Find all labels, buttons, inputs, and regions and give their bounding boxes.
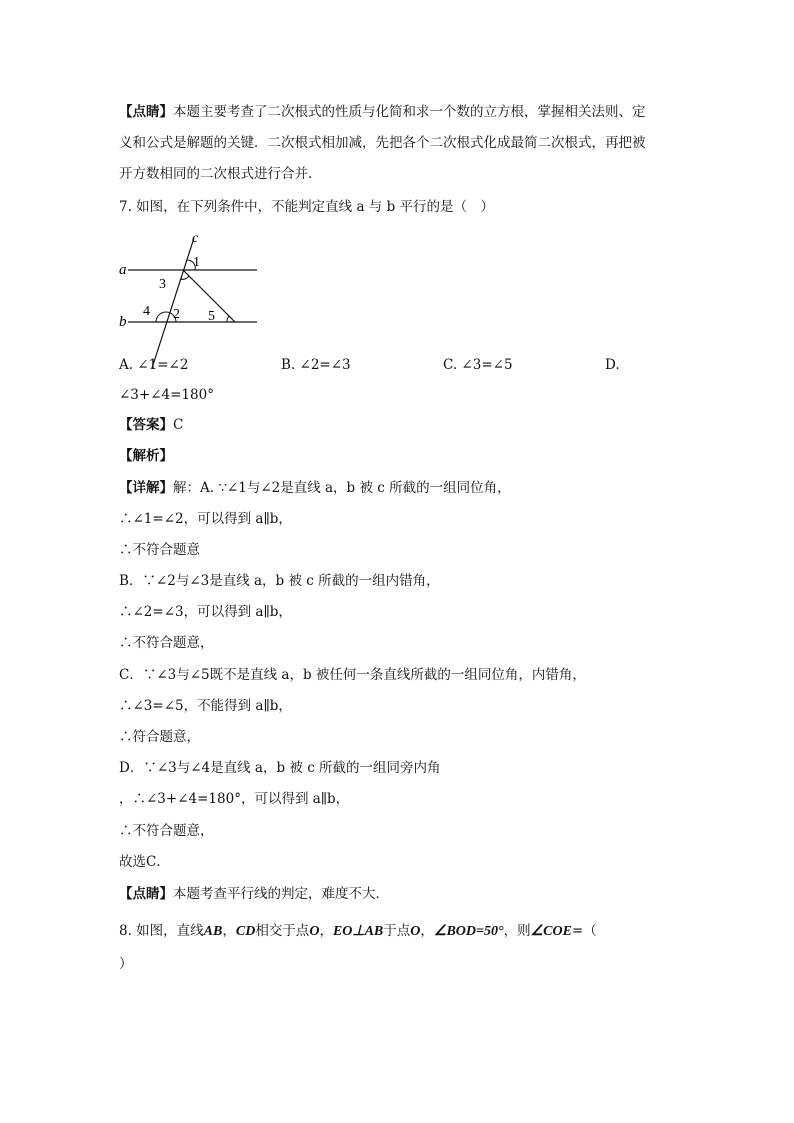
q7-stem: 7. 如图，在下列条件中，不能判定直线 a 与 b 平行的是（ ） — [119, 199, 495, 215]
q8-math: O — [309, 924, 320, 939]
prev-comment-line-1 — [119, 103, 646, 121]
prev-comment-tag: 【点睛】 — [119, 104, 173, 120]
prev-comment-text-1: 本题主要考查了二次根式的性质与化简和求一个数的立方根，掌握相关法则、定 — [173, 104, 646, 120]
q8-text: ，则 — [503, 923, 531, 939]
q7-answer — [119, 416, 183, 434]
solution-line: ∴∠1=∠2，可以得到 a∥b， — [119, 511, 292, 527]
q7-option-d: D. — [605, 357, 620, 373]
solution-line: 故选C． — [119, 854, 170, 870]
solution-line: ∴∠2=∠3，可以得到 a∥b， — [119, 604, 292, 620]
q8-text: ， — [222, 923, 236, 939]
q8-text: ， — [319, 923, 333, 939]
label-b: b — [119, 314, 127, 330]
q8-text: =（ — [571, 923, 597, 939]
answer-tag: 【答案】 — [119, 417, 173, 433]
label-c: c — [192, 231, 199, 246]
label-2: 2 — [173, 307, 180, 322]
q8-text: 于点 — [383, 923, 411, 939]
q8-line-2: ） — [119, 956, 133, 972]
q7-detail-first — [119, 479, 511, 497]
solution-line: ∴不符合题意， — [119, 823, 214, 839]
label-a: a — [119, 262, 127, 278]
q8-math: O — [410, 924, 421, 939]
q8-text: ， — [420, 923, 434, 939]
detail-text: 解：A. ∵∠1与∠2是直线 a，b 被 c 所截的一组同位角， — [173, 480, 511, 496]
q7-option-b: B. ∠2=∠3 — [281, 357, 351, 373]
solution-line: ∴不符合题意 — [119, 542, 200, 558]
line-c — [152, 238, 194, 368]
q7-option-a: A. ∠1=∠2 — [119, 357, 189, 373]
solution-line: C．∵∠3与∠5既不是直线 a，b 被任何一条直线所截的一组同位角，内错角， — [119, 667, 586, 683]
prev-comment-line-3: 开方数相同的二次根式进行合并． — [119, 166, 322, 182]
q8-stem — [119, 921, 597, 942]
label-3: 3 — [159, 277, 166, 292]
detail-tag: 【详解】 — [119, 480, 173, 496]
q8-math: AB — [203, 924, 223, 939]
answer-value: C — [173, 417, 184, 433]
comment-tag: 【点睛】 — [119, 886, 173, 902]
q7-option-d-cont: ∠3+∠4=180° — [119, 387, 214, 403]
q8-math: ∠BOD=50° — [433, 924, 504, 939]
comment-text: 本题考查平行线的判定，难度不大． — [173, 886, 389, 902]
solution-line: ，∴∠3+∠4=180°，可以得到 a∥b， — [119, 791, 350, 807]
q8-math: CD — [235, 924, 256, 939]
prev-comment-line-2: 义和公式是解题的关键．二次根式相加减，先把各个二次根式化成最简二次根式，再把被 — [119, 135, 646, 151]
label-1: 1 — [193, 255, 200, 270]
solution-line: D．∵∠3与∠4是直线 a，b 被 c 所截的一组同旁内角 — [119, 760, 441, 776]
q8-math: ∠COE — [530, 924, 572, 939]
label-5: 5 — [208, 309, 215, 324]
angle-5-arc — [227, 316, 229, 322]
label-4: 4 — [143, 304, 150, 319]
q7-comment — [119, 885, 389, 903]
solution-line: ∴∠3=∠5，不能得到 a∥b， — [119, 698, 292, 714]
q7-figure — [114, 228, 274, 368]
q8-text: 相交于点 — [255, 923, 310, 939]
q7-option-c: C. ∠3=∠5 — [443, 357, 513, 373]
solution-line: B．∵∠2与∠3是直线 a，b 被 c 所截的一组内错角， — [119, 573, 440, 589]
analysis-tag: 【解析】 — [119, 448, 173, 464]
solution-line: ∴符合题意， — [119, 729, 200, 745]
solution-line: ∴不符合题意， — [119, 635, 214, 651]
q8-math: EO⊥AB — [332, 924, 384, 939]
q8-text: 8. 如图，直线 — [119, 923, 204, 939]
